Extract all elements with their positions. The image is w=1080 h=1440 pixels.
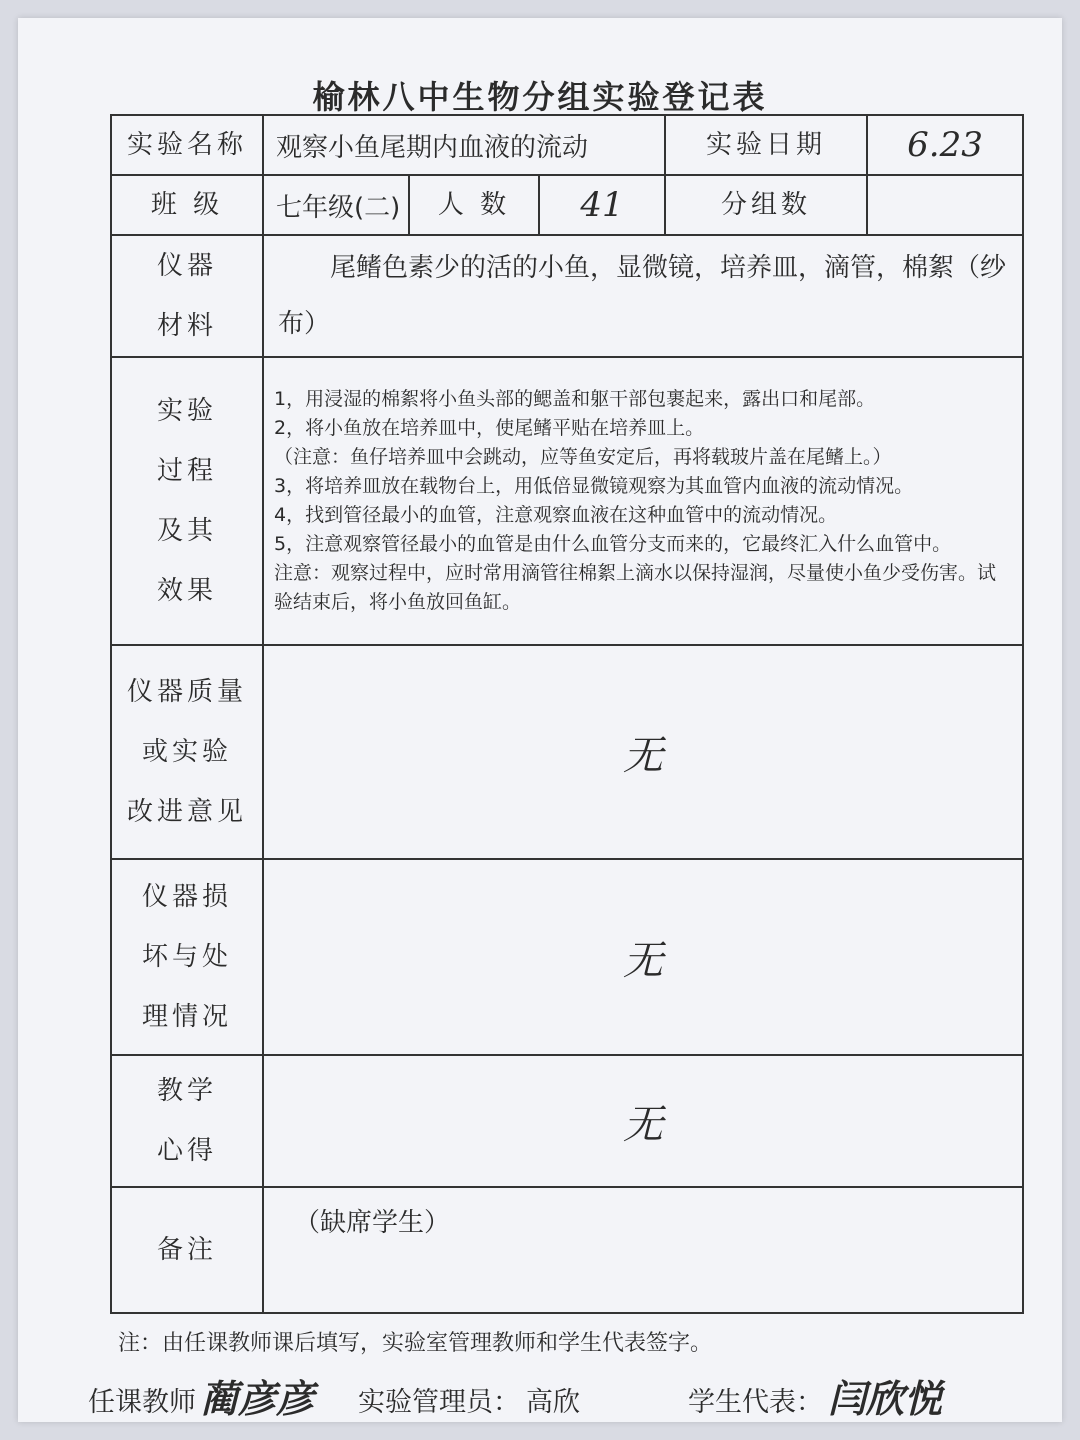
process-label-line4: 效果 xyxy=(156,576,217,606)
instruments-label-line2: 材料 xyxy=(156,311,217,341)
row-experiment-name xyxy=(111,115,1023,175)
admin-label: 实验管理员： xyxy=(358,1387,520,1418)
process-step: （注意：鱼仔培养皿中会跳动，应等鱼安定后，再将载玻片盖在尾鳍上。） xyxy=(274,446,892,468)
form-title: 榆林八中生物分组实验登记表 xyxy=(312,78,768,116)
groups-label: 分组数 xyxy=(665,175,867,235)
experiment-name-label: 实验名称 xyxy=(111,115,263,175)
damage-value: 无 xyxy=(263,859,1023,1055)
teacher-signature: 蔺彦彦 xyxy=(200,1376,315,1421)
class-value: 七年级(二) xyxy=(263,175,409,235)
teaching-label xyxy=(111,1055,263,1187)
quality-label xyxy=(111,645,263,859)
process-step: 注意：观察过程中，应时常用滴管往棉絮上滴水以保持湿润，尽量使小鱼少受伤害。试验结束后，将小鱼放回鱼缸。 xyxy=(274,562,997,613)
teacher-label: 任课教师 xyxy=(88,1387,196,1418)
date-value: 6.23 xyxy=(867,115,1023,175)
process-step: 2，将小鱼放在培养皿中，使尾鳍平贴在培养皿上。 xyxy=(274,417,705,439)
quality-value: 无 xyxy=(263,645,1023,859)
process-step: 1，用浸湿的棉絮将小鱼头部的鳃盖和躯干部包裹起来，露出口和尾部。 xyxy=(274,388,876,410)
row-teaching xyxy=(111,1055,1023,1187)
process-step: 4，找到管径最小的血管，注意观察血液在这种血管中的流动情况。 xyxy=(274,504,838,526)
damage-label-line1: 仪器损 xyxy=(141,882,232,912)
student-signature: 闫欣悦 xyxy=(828,1376,943,1421)
damage-label-line3: 理情况 xyxy=(141,1002,232,1032)
people-value: 41 xyxy=(539,175,665,235)
instruments-label xyxy=(111,235,263,357)
damage-label xyxy=(111,859,263,1055)
student-label: 学生代表： xyxy=(688,1387,823,1418)
process-label xyxy=(111,357,263,645)
process-steps xyxy=(263,357,1023,645)
process-step: 5，注意观察管径最小的血管是由什么血管分支而来的，它最终汇入什么血管中。 xyxy=(274,533,952,555)
class-label: 班 级 xyxy=(111,175,263,235)
remarks-value: （缺席学生） xyxy=(263,1187,1023,1313)
teaching-label-line2: 心得 xyxy=(156,1136,217,1166)
row-process xyxy=(111,357,1023,645)
row-quality xyxy=(111,645,1023,859)
quality-label-line1: 仪器质量 xyxy=(126,677,247,707)
groups-value xyxy=(867,175,1023,235)
experiment-form-table xyxy=(110,114,1024,1314)
process-label-line3: 及其 xyxy=(156,516,217,546)
footer-note: 注：由任课教师课后填写，实验室管理教师和学生代表签字。 xyxy=(118,1331,713,1356)
quality-label-line3: 改进意见 xyxy=(126,797,247,827)
signature-row xyxy=(88,1368,1028,1428)
instruments-label-line1: 仪器 xyxy=(156,251,217,281)
date-label: 实验日期 xyxy=(665,115,867,175)
row-class xyxy=(111,175,1023,235)
quality-label-line2: 或实验 xyxy=(141,737,232,767)
process-label-line2: 过程 xyxy=(156,456,217,486)
remarks-label: 备注 xyxy=(111,1187,263,1313)
row-remarks xyxy=(111,1187,1023,1313)
process-label-line1: 实验 xyxy=(156,396,217,426)
people-label: 人 数 xyxy=(409,175,539,235)
process-step: 3，将培养皿放在载物台上，用低倍显微镜观察为其血管内血液的流动情况。 xyxy=(274,475,914,497)
instruments-value: 尾鳍色素少的活的小鱼，显微镜，培养皿，滴管，棉絮（纱布） xyxy=(263,235,1023,357)
experiment-name-value: 观察小鱼尾期内血液的流动 xyxy=(263,115,665,175)
damage-label-line2: 坏与处 xyxy=(141,942,232,972)
paper-sheet xyxy=(18,18,1062,1422)
admin-value: 高欣 xyxy=(526,1387,580,1418)
teaching-value: 无 xyxy=(263,1055,1023,1187)
row-instruments xyxy=(111,235,1023,357)
row-damage xyxy=(111,859,1023,1055)
teaching-label-line1: 教学 xyxy=(156,1076,217,1106)
